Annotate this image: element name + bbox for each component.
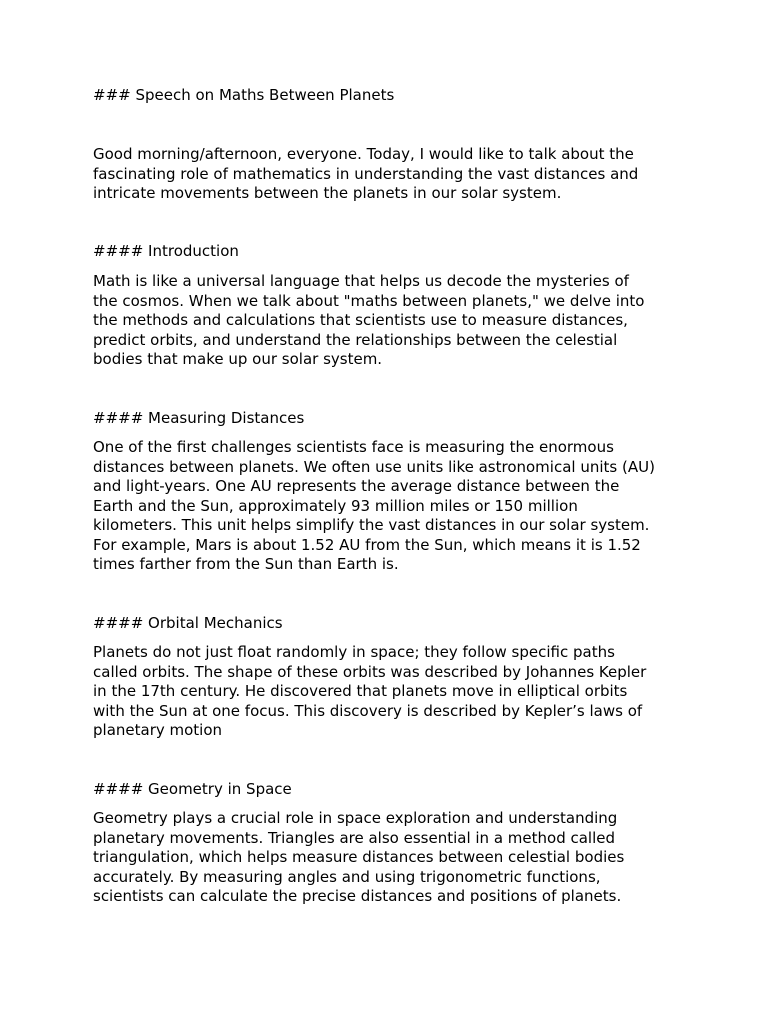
paragraph-line: with the Sun at one focus. This discovery is described by Kepler’s laws of [93, 701, 643, 720]
section-heading: #### Measuring Distances [93, 409, 305, 427]
paragraph-line: in the 17th century. He discovered that planets move in elliptical orbits [93, 682, 628, 700]
paragraph-line: the methods and calculations that scientists use to measure distances, [93, 311, 628, 329]
paragraph-line: distances between planets. We often use units like astronomical units (AU) [93, 457, 655, 476]
paragraph-line: predict orbits, and understand the relationships between the celestial [93, 330, 618, 349]
paragraph-line: planetary movements. Triangles are also essential in a method called [93, 828, 616, 847]
paragraph-line: bodies that make up our solar system. [93, 350, 383, 368]
paragraph-line: Planets do not just float randomly in space; they follow specific paths [93, 643, 615, 661]
section-heading: #### Geometry in Space [93, 780, 292, 798]
paragraph-line: accurately. By measuring angles and using trigonometric functions, [93, 867, 601, 886]
paragraph-line: Math is like a universal language that helps us decode the mysteries of [93, 272, 629, 290]
paragraph-line: triangulation, which helps measure distances between celestial bodies [93, 848, 625, 866]
paragraph-line: One of the first challenges scientists face is measuring the enormous [93, 438, 614, 456]
document-title: ### Speech on Maths Between Planets [93, 86, 395, 104]
paragraph-line: Geometry plays a crucial role in space exploration and understanding [93, 809, 618, 827]
paragraph-line: called orbits. The shape of these orbits was described by Johannes Kepler [93, 662, 647, 681]
paragraph-line: intricate movements between the planets in our solar system. [93, 184, 562, 202]
paragraph-line: scientists can calculate the precise distances and positions of planets. [93, 887, 622, 905]
paragraph-line: and light-years. One AU represents the average distance between the [93, 477, 620, 495]
section-heading: #### Orbital Mechanics [93, 614, 283, 632]
paragraph-line: For example, Mars is about 1.52 AU from the Sun, which means it is 1.52 [93, 535, 641, 554]
paragraph-line: Good morning/afternoon, everyone. Today, I would like to talk about the [93, 145, 634, 163]
paragraph-line: fascinating role of mathematics in understanding the vast distances and [93, 164, 639, 183]
paragraph-line: Earth and the Sun, approximately 93 million miles or 150 million [93, 496, 578, 515]
paragraph-line: the cosmos. When we talk about "maths between planets," we delve into [93, 291, 645, 310]
paragraph-line: kilometers. This unit helps simplify the vast distances in our solar system. [93, 516, 650, 534]
paragraph-line: planetary motion [93, 721, 223, 739]
section-heading: #### Introduction [93, 242, 239, 260]
paragraph-line: times farther from the Sun than Earth is. [93, 555, 399, 573]
